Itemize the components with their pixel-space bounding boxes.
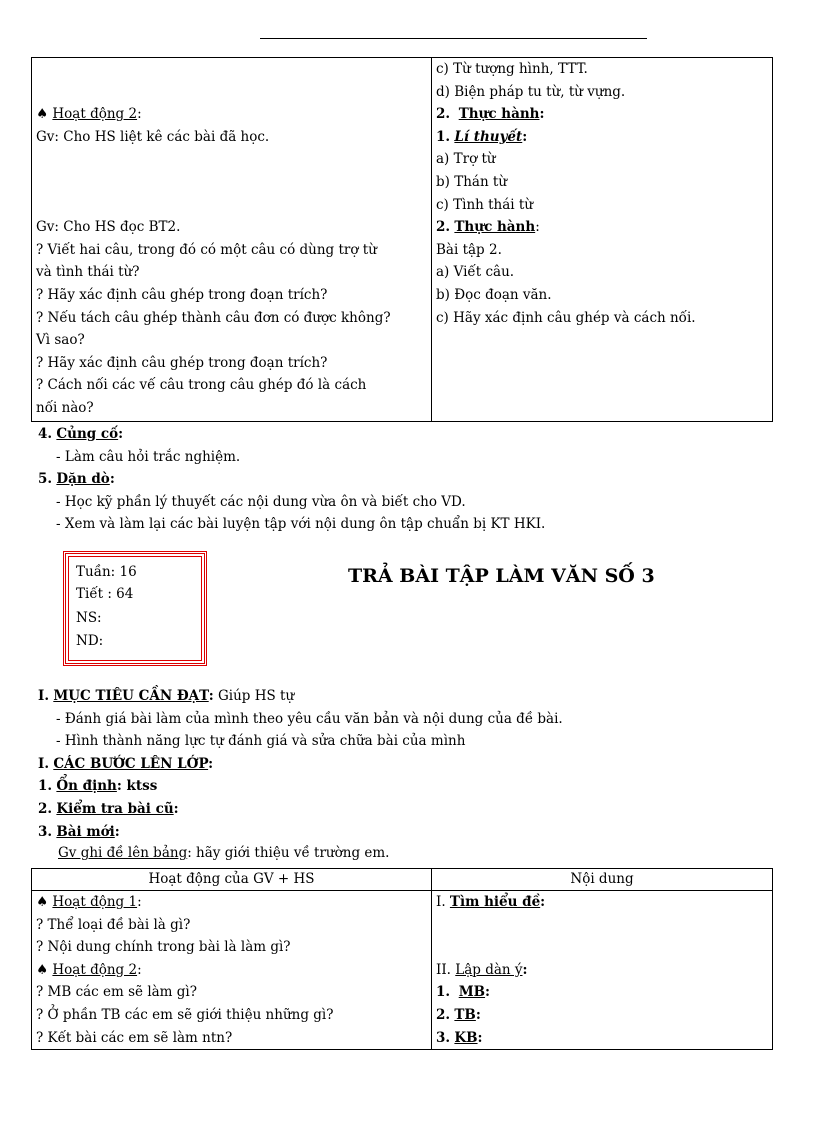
- blank-line: [436, 914, 768, 937]
- content-line: a) Trợ từ: [436, 151, 496, 168]
- dando-item: - Học kỹ phần lý thuyết các nội dung vừa ôn và biết cho VD.: [56, 493, 466, 510]
- blank-line: [36, 194, 427, 217]
- question-line: Vì sao?: [36, 332, 85, 349]
- content-line: c) Hãy xác định câu ghép và cách nối.: [436, 309, 696, 326]
- question-line: ? Nội dung chính trong bài là làm gì?: [36, 939, 291, 956]
- spade-icon: ♠: [36, 106, 49, 123]
- cungco-item: - Làm câu hỏi trắc nghiệm.: [56, 448, 241, 465]
- activity-heading: ♠ Hoạt động 2:: [36, 961, 142, 978]
- ns-label: NS:: [76, 610, 102, 626]
- content-line: b) Thán từ: [436, 173, 508, 190]
- table1-left-lines: [36, 58, 427, 420]
- question-line: ? Thể loại đề bài là gì?: [36, 916, 191, 933]
- objectives-section: [38, 685, 563, 863]
- period-label: Tiết : 64: [76, 586, 134, 602]
- content-heading: 2. TB:: [436, 1006, 481, 1023]
- activity-heading: ♠ Hoạt động 2:: [36, 106, 142, 123]
- text-line: Gv: Cho HS liệt kê các bài đã học.: [36, 128, 270, 145]
- question-line: ? MB các em sẽ làm gì?: [36, 984, 197, 1001]
- content-heading: I. Tìm hiểu đề:: [436, 894, 546, 910]
- step-item: 1. Ổn định: ktss: [38, 778, 158, 795]
- gv-note: Gv ghi đề lên bảng: hãy giới thiệu về trường em.: [58, 845, 390, 862]
- question-line: ? Hãy xác định câu ghép trong đoạn trích?: [36, 354, 328, 371]
- dando-heading: 5. Dặn dò:: [38, 471, 115, 488]
- week-label: Tuần: 16: [76, 564, 137, 580]
- blank-line: [36, 58, 427, 81]
- question-line: ? Cách nối các vế câu trong câu ghép đó là cách: [36, 377, 367, 394]
- content-heading: 1. MB:: [436, 984, 491, 1001]
- objective-item: - Hình thành năng lực tự đánh giá và sửa chữa bài của mình: [56, 733, 466, 750]
- blank-line: [436, 936, 768, 959]
- objective-item: - Đánh giá bài làm của mình theo yêu cầu văn bản và nội dung của đề bài.: [56, 710, 563, 727]
- question-line: ? Nếu tách câu ghép thành câu đơn có được không?: [36, 309, 391, 326]
- steps-heading: I. CÁC BƯỚC LÊN LỚP:: [38, 755, 214, 772]
- content-line: c) Tình thái từ: [436, 196, 534, 213]
- cungco-section: [38, 423, 545, 536]
- table2-header-left: Hoạt động của GV + HS: [32, 869, 432, 891]
- content-heading: 2. Thực hành:: [436, 106, 545, 123]
- text-line: Gv: Cho HS đọc BT2.: [36, 219, 181, 236]
- objectives-heading: I. MỤC TIÊU CẦN ĐẠT: Giúp HS tự: [38, 688, 295, 704]
- header-rule: [260, 38, 647, 39]
- content-heading: 1. Lí thuyết:: [436, 128, 528, 145]
- lesson-title: TRẢ BÀI TẬP LÀM VĂN SỐ 3: [348, 565, 655, 587]
- cungco-heading: 4. Củng cố:: [38, 426, 124, 442]
- content-line: Bài tập 2.: [436, 241, 502, 258]
- blank-line: [36, 81, 427, 104]
- table2-left-cell: [32, 891, 432, 1050]
- dando-item: - Xem và làm lại các bài luyện tập với nội dung ôn tập chuẩn bị KT HKI.: [56, 516, 546, 533]
- table1-left-cell: [32, 58, 432, 422]
- question-line: và tình thái từ?: [36, 264, 140, 281]
- question-line: ? Hãy xác định câu ghép trong đoạn trích?: [36, 286, 328, 303]
- activity-heading: ♠ Hoạt động 1:: [36, 894, 142, 910]
- content-line: c) Từ tượng hình, TTT.: [436, 61, 588, 77]
- step-item: 3. Bài mới:: [38, 823, 120, 840]
- question-line: ? Viết hai câu, trong đó có một câu có dùng trợ từ: [36, 241, 377, 258]
- question-line: ? Kết bài các em sẽ làm ntn?: [36, 1029, 233, 1046]
- content-heading: II. Lập dàn ý:: [436, 961, 528, 978]
- step-item: 2. Kiểm tra bài cũ:: [38, 800, 179, 817]
- blank-line: [36, 148, 427, 171]
- blank-line: [36, 171, 427, 194]
- nd-label: ND:: [76, 633, 104, 649]
- activity-table-2: [31, 868, 773, 1050]
- content-line: d) Biện pháp tu từ, từ vựng.: [436, 83, 626, 100]
- table1-right-cell: [432, 58, 773, 422]
- content-line: a) Viết câu.: [436, 264, 515, 281]
- question-line: nối nào?: [36, 399, 94, 416]
- table2-right-cell: [432, 891, 773, 1050]
- activity-table-1: [31, 57, 773, 422]
- content-heading: 2. Thực hành:: [436, 219, 540, 236]
- lesson-info-box: [63, 551, 207, 666]
- spade-icon: ♠: [36, 894, 49, 910]
- spade-icon: ♠: [36, 961, 49, 978]
- question-line: ? Ở phần TB các em sẽ giới thiệu những gì?: [36, 1006, 334, 1023]
- content-line: b) Đọc đoạn văn.: [436, 286, 552, 303]
- table2-header-right: Nội dung: [432, 869, 773, 891]
- content-heading: 3. KB:: [436, 1029, 483, 1046]
